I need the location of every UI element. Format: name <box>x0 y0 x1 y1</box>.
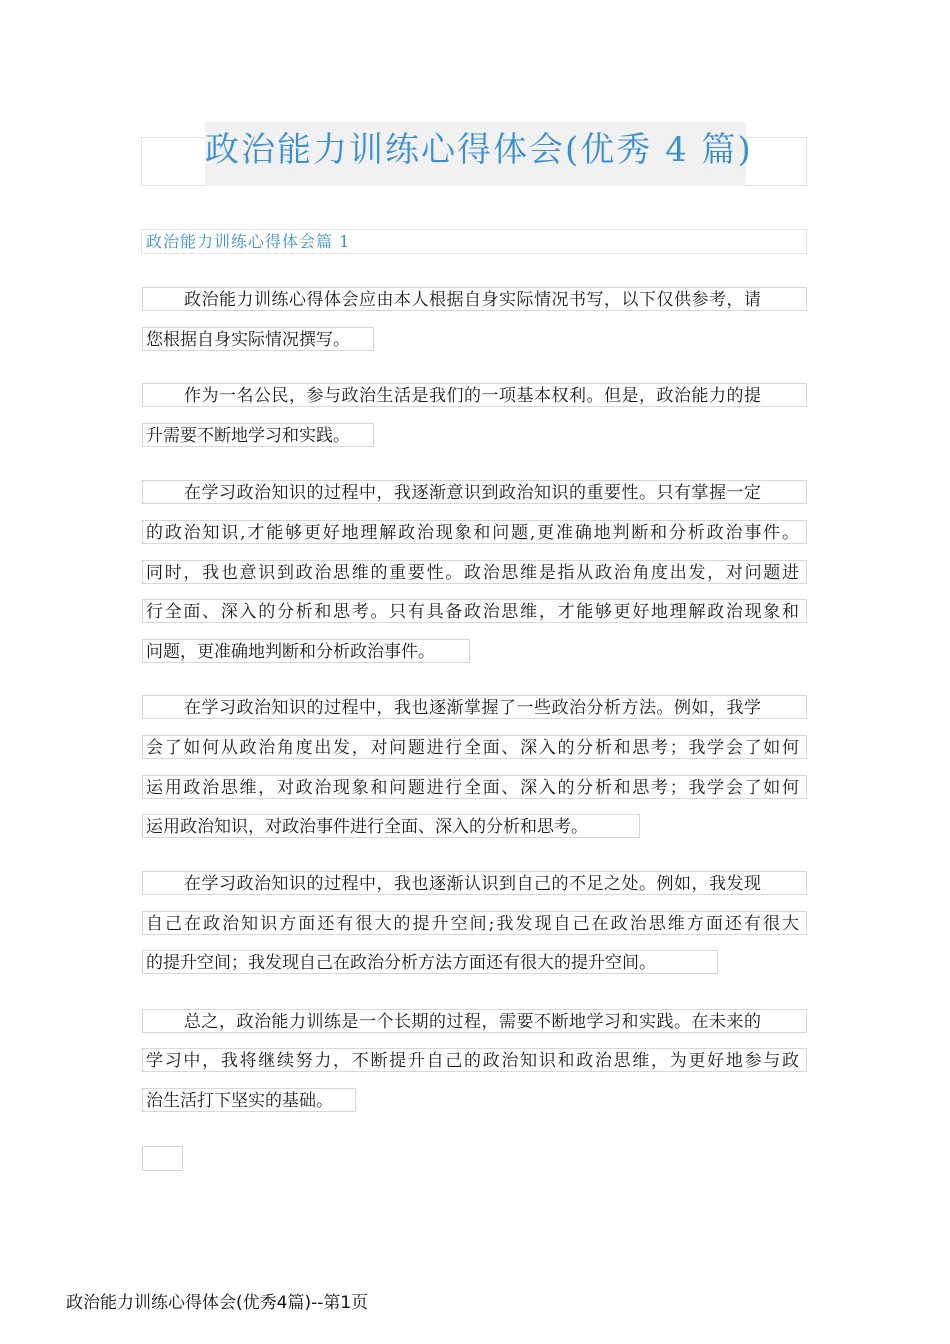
paragraph-2-line-2: 升需要不断地学习和实践。 <box>142 423 374 447</box>
paragraph-5-line-2: 自己在政治知识方面还有很大的提升空间;我发现自己在政治思维方面还有很大 <box>142 911 807 935</box>
document-title: 政治能力训练心得体会(优秀 4 篇) <box>205 130 753 170</box>
paragraph-1-line-2: 您根据自身实际情况撰写。 <box>142 327 374 351</box>
paragraph-6-line-3: 治生活打下坚实的基础。 <box>142 1088 356 1112</box>
paragraph-5-line-3: 的提升空间；我发现自己在政治分析方法方面还有很大的提升空间。 <box>142 950 718 974</box>
paragraph-6-line-2: 学习中，我将继续努力，不断提升自己的政治知识和政治思维，为更好地参与政 <box>142 1048 807 1072</box>
paragraph-6-line-1: 总之，政治能力训练是一个长期的过程，需要不断地学习和实践。在未来的 <box>142 1009 807 1033</box>
paragraph-3-line-3: 同时，我也意识到政治思维的重要性。政治思维是指从政治角度出发，对问题进 <box>142 560 807 584</box>
paragraph-4-line-4: 运用政治知识，对政治事件进行全面、深入的分析和思考。 <box>142 814 640 838</box>
paragraph-4-line-3: 运用政治思维，对政治现象和问题进行全面、深入的分析和思考；我学会了如何 <box>142 775 807 799</box>
paragraph-3-line-1: 在学习政治知识的过程中，我逐渐意识到政治知识的重要性。只有掌握一定 <box>142 480 807 504</box>
paragraph-5-line-1: 在学习政治知识的过程中，我也逐渐认识到自己的不足之处。例如，我发现 <box>142 871 807 895</box>
section-heading: 政治能力训练心得体会篇 1 <box>146 232 351 251</box>
paragraph-2-line-1: 作为一名公民，参与政治生活是我们的一项基本权利。但是，政治能力的提 <box>142 383 807 407</box>
paragraph-4-line-1: 在学习政治知识的过程中，我也逐渐掌握了一些政治分析方法。例如，我学 <box>142 695 807 719</box>
paragraph-1-line-1: 政治能力训练心得体会应由本人根据自身实际情况书写，以下仅供参考，请 <box>142 287 807 311</box>
page-footer: 政治能力训练心得体会(优秀4篇)--第1页 <box>66 1293 369 1313</box>
paragraph-3-line-2: 的政治知识,才能够更好地理解政治现象和问题,更准确地判断和分析政治事件。 <box>142 520 807 544</box>
paragraph-3-line-4: 行全面、深入的分析和思考。只有具备政治思维，才能够更好地理解政治现象和 <box>142 599 807 623</box>
paragraph-3-line-5: 问题，更准确地判断和分析政治事件。 <box>142 639 470 663</box>
empty-paragraph-frame <box>142 1146 183 1171</box>
paragraph-4-line-2: 会了如何从政治角度出发，对问题进行全面、深入的分析和思考；我学会了如何 <box>142 735 807 759</box>
